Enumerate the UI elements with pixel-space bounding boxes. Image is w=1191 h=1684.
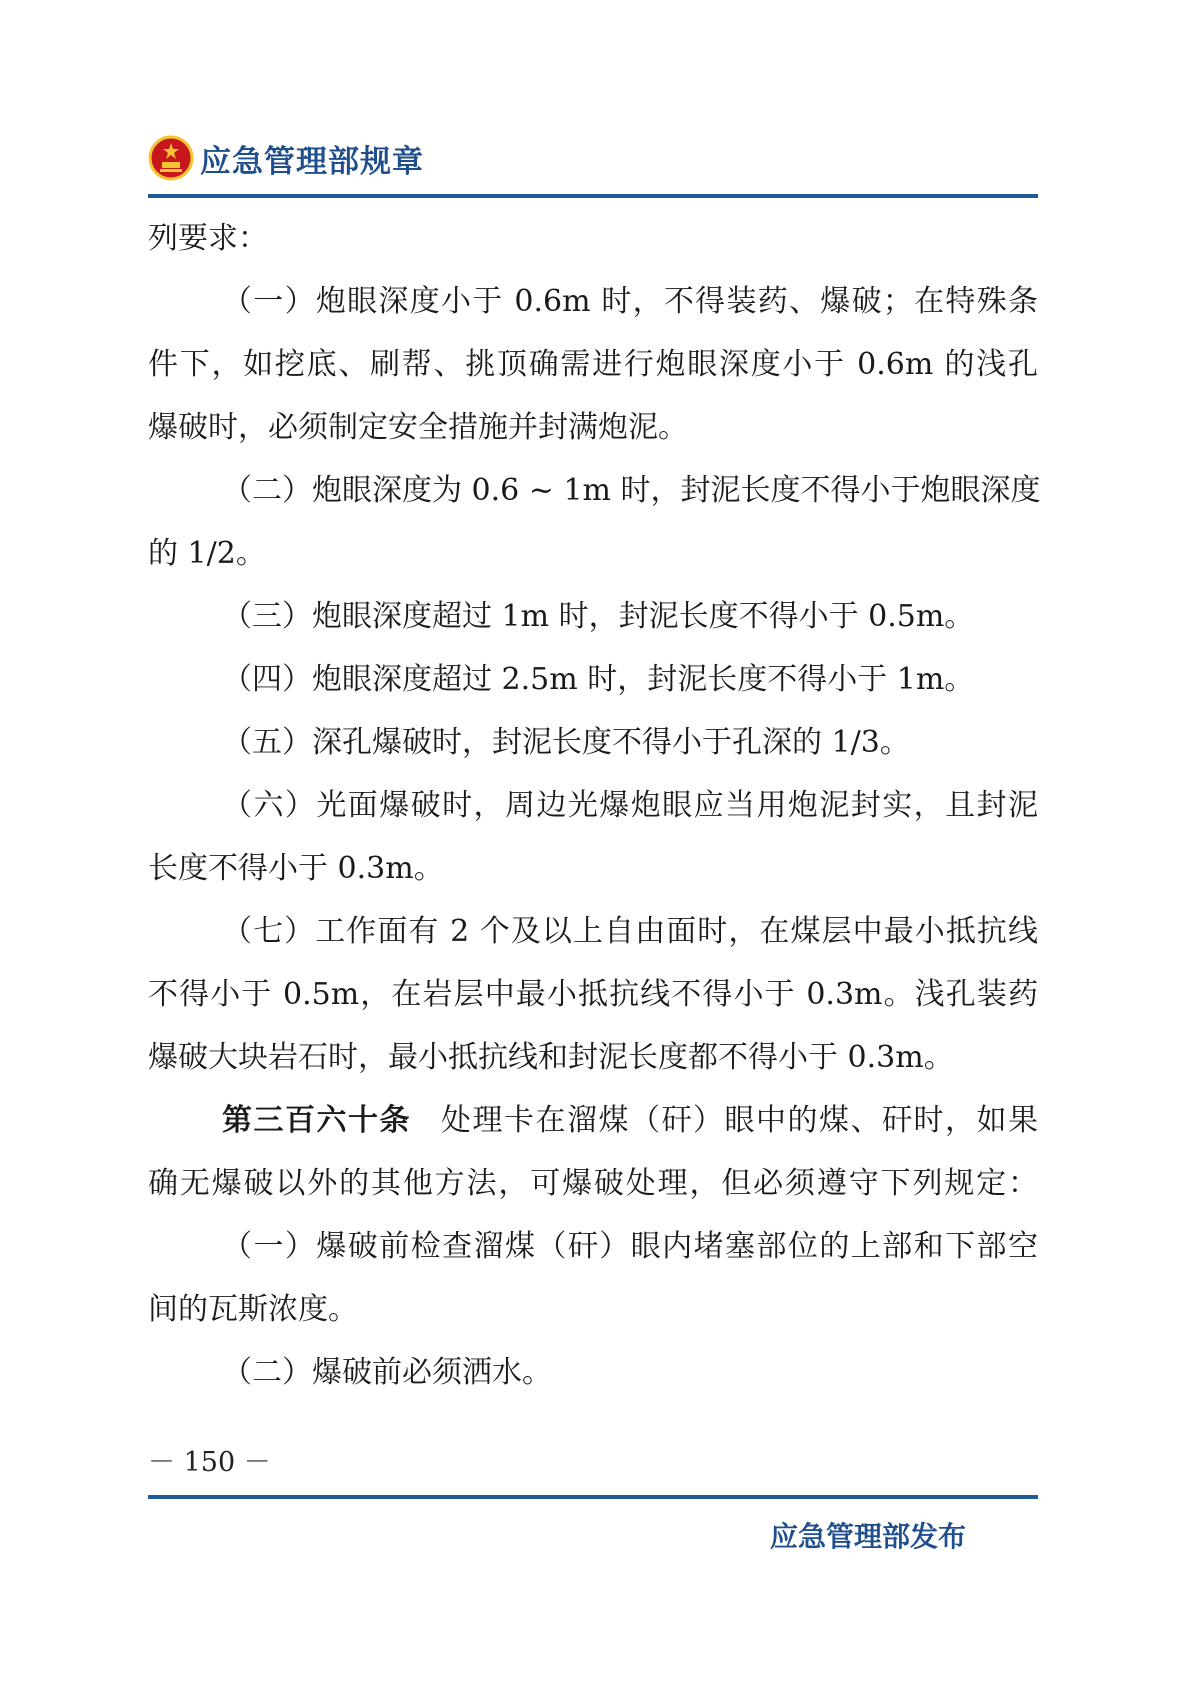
page-header <box>148 128 424 188</box>
text-line: （三）炮眼深度超过 1m 时，封泥长度不得小于 0.5m。 <box>222 599 975 634</box>
text-line: 爆破大块岩石时，最小抵抗线和封泥长度都不得小于 0.3m。 <box>148 1040 954 1075</box>
text-line: 件下，如挖底、刷帮、挑顶确需进行炮眼深度小于 0.6m 的浅孔 <box>148 347 1038 382</box>
article-line <box>148 1089 1038 1152</box>
text-line: 列要求： <box>148 221 268 256</box>
text-line: （一）爆破前检查溜煤（矸）眼内堵塞部位的上部和下部空 <box>222 1229 1038 1264</box>
page-number: － 150 － <box>148 1447 271 1478</box>
footer-title: 应急管理部发布 <box>770 1520 967 1553</box>
text-line: 确无爆破以外的其他方法，可爆破处理，但必须遵守下列规定： <box>148 1166 1038 1201</box>
text-line: （一）炮眼深度小于 0.6m 时，不得装药、爆破；在特殊条 <box>222 284 1038 319</box>
text-line: （二）爆破前必须洒水。 <box>222 1355 552 1390</box>
text-line: 长度不得小于 0.3m。 <box>148 851 444 886</box>
header-divider <box>148 194 1038 198</box>
article-text: 处理卡在溜煤（矸）眼中的煤、矸时，如果 <box>441 1103 1038 1138</box>
text-line: （四）炮眼深度超过 2.5m 时，封泥长度不得小于 1m。 <box>222 662 975 697</box>
article-number: 第三百六十条 <box>222 1103 411 1138</box>
national-emblem-icon <box>148 135 194 181</box>
header-title: 应急管理部规章 <box>200 143 424 180</box>
text-line: （五）深孔爆破时，封泥长度不得小于孔深的 1/3。 <box>222 725 910 760</box>
footer-divider <box>148 1495 1038 1499</box>
text-line: 的 1/2。 <box>148 536 266 571</box>
text-line: 不得小于 0.5m，在岩层中最小抵抗线不得小于 0.3m。浅孔装药 <box>148 977 1038 1012</box>
text-line: （七）工作面有 2 个及以上自由面时，在煤层中最小抵抗线 <box>222 914 1038 949</box>
text-line: （六）光面爆破时，周边光爆炮眼应当用炮泥封实，且封泥 <box>222 788 1038 823</box>
text-line: （二）炮眼深度为 0.6 ~ 1m 时，封泥长度不得小于炮眼深度 <box>222 473 1041 508</box>
document-body <box>148 207 1041 1404</box>
text-line: 间的瓦斯浓度。 <box>148 1292 358 1327</box>
text-line: 爆破时，必须制定安全措施并封满炮泥。 <box>148 410 688 445</box>
